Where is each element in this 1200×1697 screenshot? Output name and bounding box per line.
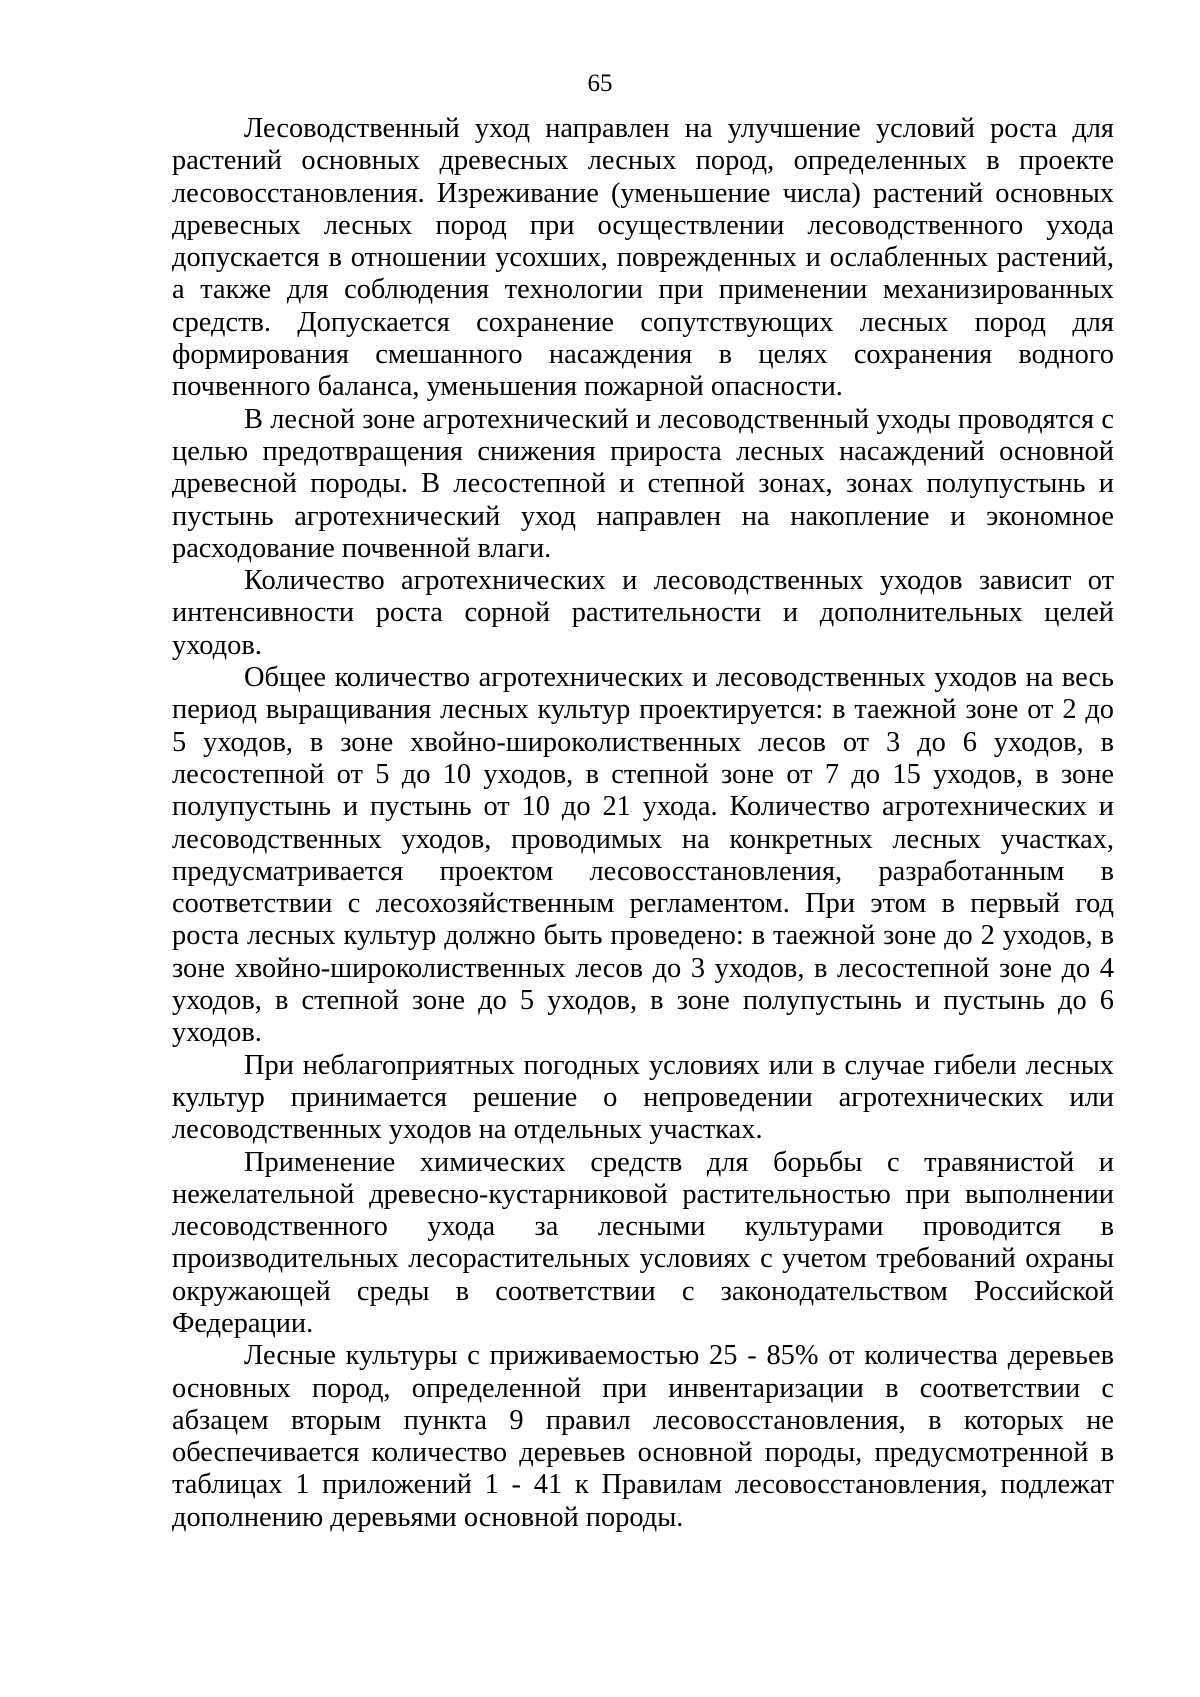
paragraph-total-care-count: Общее количество агротехнических и лесоводственных уходов на весь период выращивания лесных культур проектируется: в таежной зоне от 2 до 5 уходов, в зоне хвойно-широколиственных лесов от 3 до 6 уходов, в лесостепной от 5 до 10 уходов, в степной зоне от 7 до 15 уходов, в зоне полупустынь и пустынь от 10 до 21 ухода. Количество агротехнических и лесоводственных уходов, проводимых на конкретных лесных участках, предусматривается проектом лесовосстановления, разработанным в соответствии с лесохозяйственным регламентом. При этом в первый год роста лесных культур должно быть проведено: в таежной зоне до 2 уходов, в зоне хвойно-широколиственных лесов до 3 уходов, в лесостепной зоне до 4 уходов, в степной зоне до 5 уходов, в зоне полупустынь и пустынь до 6 уходов. <box>172 662 1114 1049</box>
paragraph-chemical-agents: Применение химических средств для борьбы с травянистой и нежелательной древесно-кустарниковой растительностью при выполнении лесоводственного ухода за лесными культурами проводится в производительных лесорастительных условиях с учетом требований охраны окружающей среды в соответствии с законодательством Российской Федерации. <box>172 1146 1114 1339</box>
paragraph-forest-zone-care: В лесной зоне агротехнический и лесоводственный уходы проводятся с целью предотвращения снижения прироста лесных насаждений основной древесной породы. В лесостепной и степной зонах, зонах полупустынь и пустынь агротехнический уход направлен на накопление и экономное расходование почвенной влаги. <box>172 403 1114 564</box>
paragraph-care-quantity: Количество агротехнических и лесоводственных уходов зависит от интенсивности роста сорной растительности и дополнительных целей уходов. <box>172 565 1114 661</box>
page-number: 65 <box>587 70 613 97</box>
paragraph-silvicultural-care: Лесоводственный уход направлен на улучшение условий роста для растений основных древесных лесных пород, определенных в проекте лесовосстановления. Изреживание (уменьшение числа) растений основных древесных лесных пород при осуществлении лесоводственного ухода допускается в отношении усохших, поврежденных и ослабленных растений, а также для соблюдения технологии при применении механизированных средств. Допускается сохранение сопутствующих лесных пород для формирования смешанного насаждения в целях сохранения водного почвенного баланса, уменьшения пожарной опасности. <box>172 113 1114 403</box>
paragraph-adverse-weather: При неблагоприятных погодных условиях или в случае гибели лесных культур принимается решение о непроведении агротехнических или лесоводственных уходов на отдельных участках. <box>172 1049 1114 1146</box>
document-body <box>172 113 1114 1534</box>
paragraph-survival-rate: Лесные культуры с приживаемостью 25 - 85% от количества деревьев основных пород, определенной при инвентаризации в соответствии с абзацем вторым пункта 9 правил лесовосстановления, в которых не обеспечивается количество деревьев основной породы, предусмотренной в таблицах 1 приложений 1 - 41 к Правилам лесовосстановления, подлежат дополнению деревьями основной породы. <box>172 1340 1114 1533</box>
